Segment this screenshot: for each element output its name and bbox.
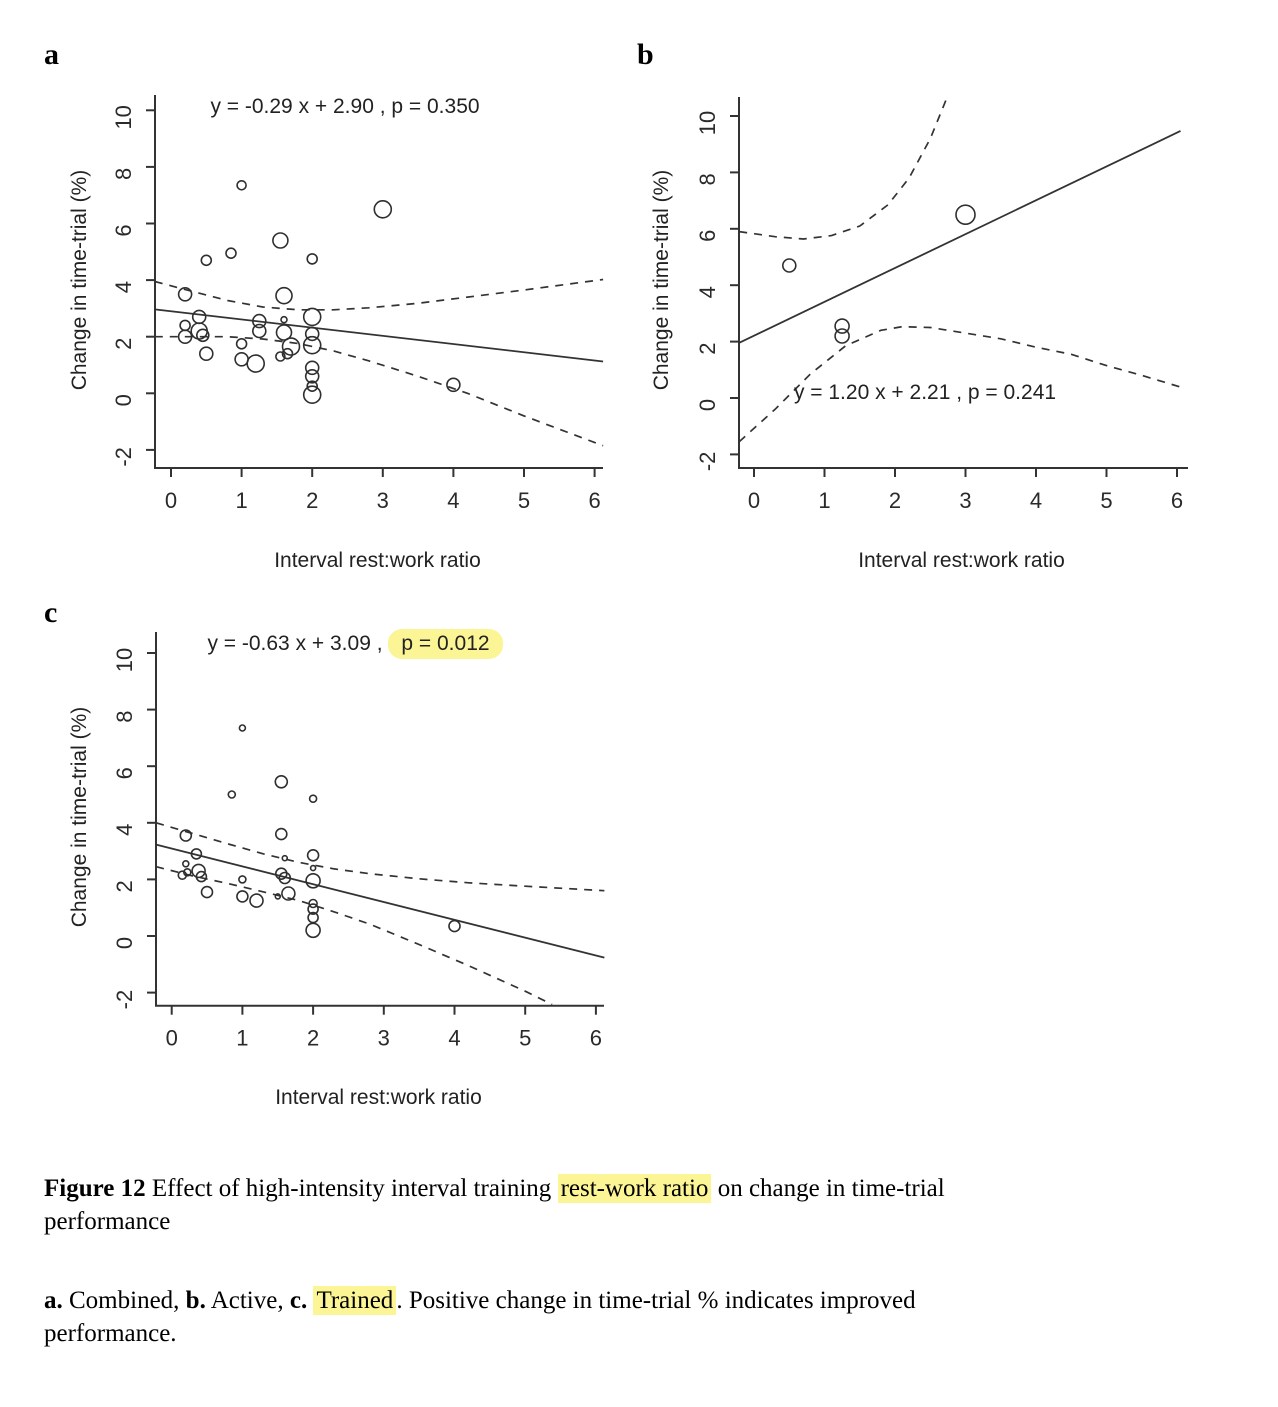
note-text-b: Active, [205, 1287, 290, 1314]
svg-text:3: 3 [959, 488, 972, 513]
svg-text:-2: -2 [111, 447, 136, 467]
svg-text:1: 1 [818, 488, 831, 513]
equation-a-pvalue: p = 0.350 [391, 95, 480, 118]
note-label-a: a. [44, 1287, 63, 1314]
svg-text:2: 2 [306, 488, 319, 513]
svg-text:6: 6 [112, 767, 137, 780]
figure-notes [44, 1284, 1244, 1350]
x-axis-label-c: Interval rest:work ratio [275, 1086, 482, 1109]
svg-text:1: 1 [235, 488, 248, 513]
caption-line-2: performance [44, 1208, 171, 1235]
svg-text:-2: -2 [695, 451, 720, 472]
svg-text:10: 10 [112, 647, 137, 673]
y-axis-label-b: Change in time-trial (%) [650, 169, 673, 391]
scatter-plot-combined [50, 80, 630, 535]
scatter-plot-active [635, 80, 1215, 535]
caption-highlight-rest-work-ratio: rest-work ratio [558, 1174, 712, 1203]
svg-text:0: 0 [111, 394, 136, 407]
svg-text:4: 4 [447, 488, 460, 513]
scatter-plot-trained [50, 618, 630, 1073]
y-axis-label-a: Change in time-trial (%) [68, 169, 91, 391]
svg-text:6: 6 [695, 229, 720, 242]
svg-text:6: 6 [1170, 488, 1184, 513]
svg-text:5: 5 [1100, 488, 1113, 513]
figure-caption [44, 1172, 1244, 1238]
svg-text:8: 8 [112, 710, 137, 723]
equation-b [735, 381, 1115, 405]
svg-text:4: 4 [448, 1025, 461, 1051]
svg-text:10: 10 [111, 105, 136, 130]
figure-caption-label: Figure 12 [44, 1175, 146, 1202]
panel-label-a: a [44, 38, 59, 71]
caption-text-1: Effect of high-intensity interval training [145, 1175, 558, 1202]
svg-text:10: 10 [695, 110, 720, 136]
panel-label-c: c [44, 596, 58, 629]
svg-text:5: 5 [517, 488, 531, 513]
equation-a [120, 95, 570, 119]
equation-c [125, 632, 585, 656]
svg-text:0: 0 [695, 398, 720, 412]
panel-label-b: b [637, 38, 654, 71]
equation-c-text: y = -0.63 x + 3.09 , [207, 632, 389, 655]
note-label-b: b. [185, 1287, 206, 1314]
svg-text:8: 8 [111, 167, 136, 181]
note-highlight-trained: Trained [313, 1286, 396, 1315]
svg-text:2: 2 [306, 1025, 320, 1051]
notes-line-2: performance. [44, 1320, 177, 1347]
svg-text:0: 0 [112, 936, 137, 950]
svg-text:1: 1 [236, 1025, 249, 1051]
svg-text:2: 2 [888, 488, 902, 513]
svg-text:3: 3 [376, 488, 389, 513]
svg-text:8: 8 [695, 173, 720, 186]
equation-b-pvalue: p = 0.241 [967, 381, 1057, 404]
note-text-a: Combined, [62, 1287, 186, 1314]
note-text-post: . Positive change in time-trial % indicates improved [396, 1287, 916, 1314]
svg-text:0: 0 [747, 488, 761, 513]
svg-text:6: 6 [588, 488, 601, 513]
svg-text:3: 3 [377, 1025, 390, 1051]
svg-text:4: 4 [112, 823, 137, 836]
svg-text:4: 4 [1029, 488, 1043, 513]
svg-text:0: 0 [164, 488, 178, 513]
note-label-c: c. [289, 1287, 308, 1314]
y-axis-label-c: Change in time-trial (%) [68, 706, 91, 928]
equation-b-text: y = 1.20 x + 2.21 , [793, 381, 968, 404]
equation-c-pvalue-highlighted: p = 0.012 [388, 629, 502, 659]
svg-text:2: 2 [112, 880, 137, 893]
svg-text:0: 0 [165, 1025, 178, 1051]
svg-text:2: 2 [111, 337, 136, 350]
svg-text:6: 6 [111, 224, 136, 237]
equation-a-text: y = -0.29 x + 2.90 , [210, 95, 392, 118]
svg-text:-2: -2 [112, 989, 137, 1010]
x-axis-label-a: Interval rest:work ratio [274, 549, 481, 572]
svg-text:4: 4 [111, 280, 136, 294]
svg-text:5: 5 [519, 1025, 532, 1051]
caption-text-2: on change in time-trial [711, 1175, 945, 1202]
svg-text:4: 4 [695, 286, 720, 299]
svg-text:2: 2 [695, 342, 720, 355]
svg-text:6: 6 [589, 1025, 603, 1051]
x-axis-label-b: Interval rest:work ratio [858, 549, 1065, 572]
